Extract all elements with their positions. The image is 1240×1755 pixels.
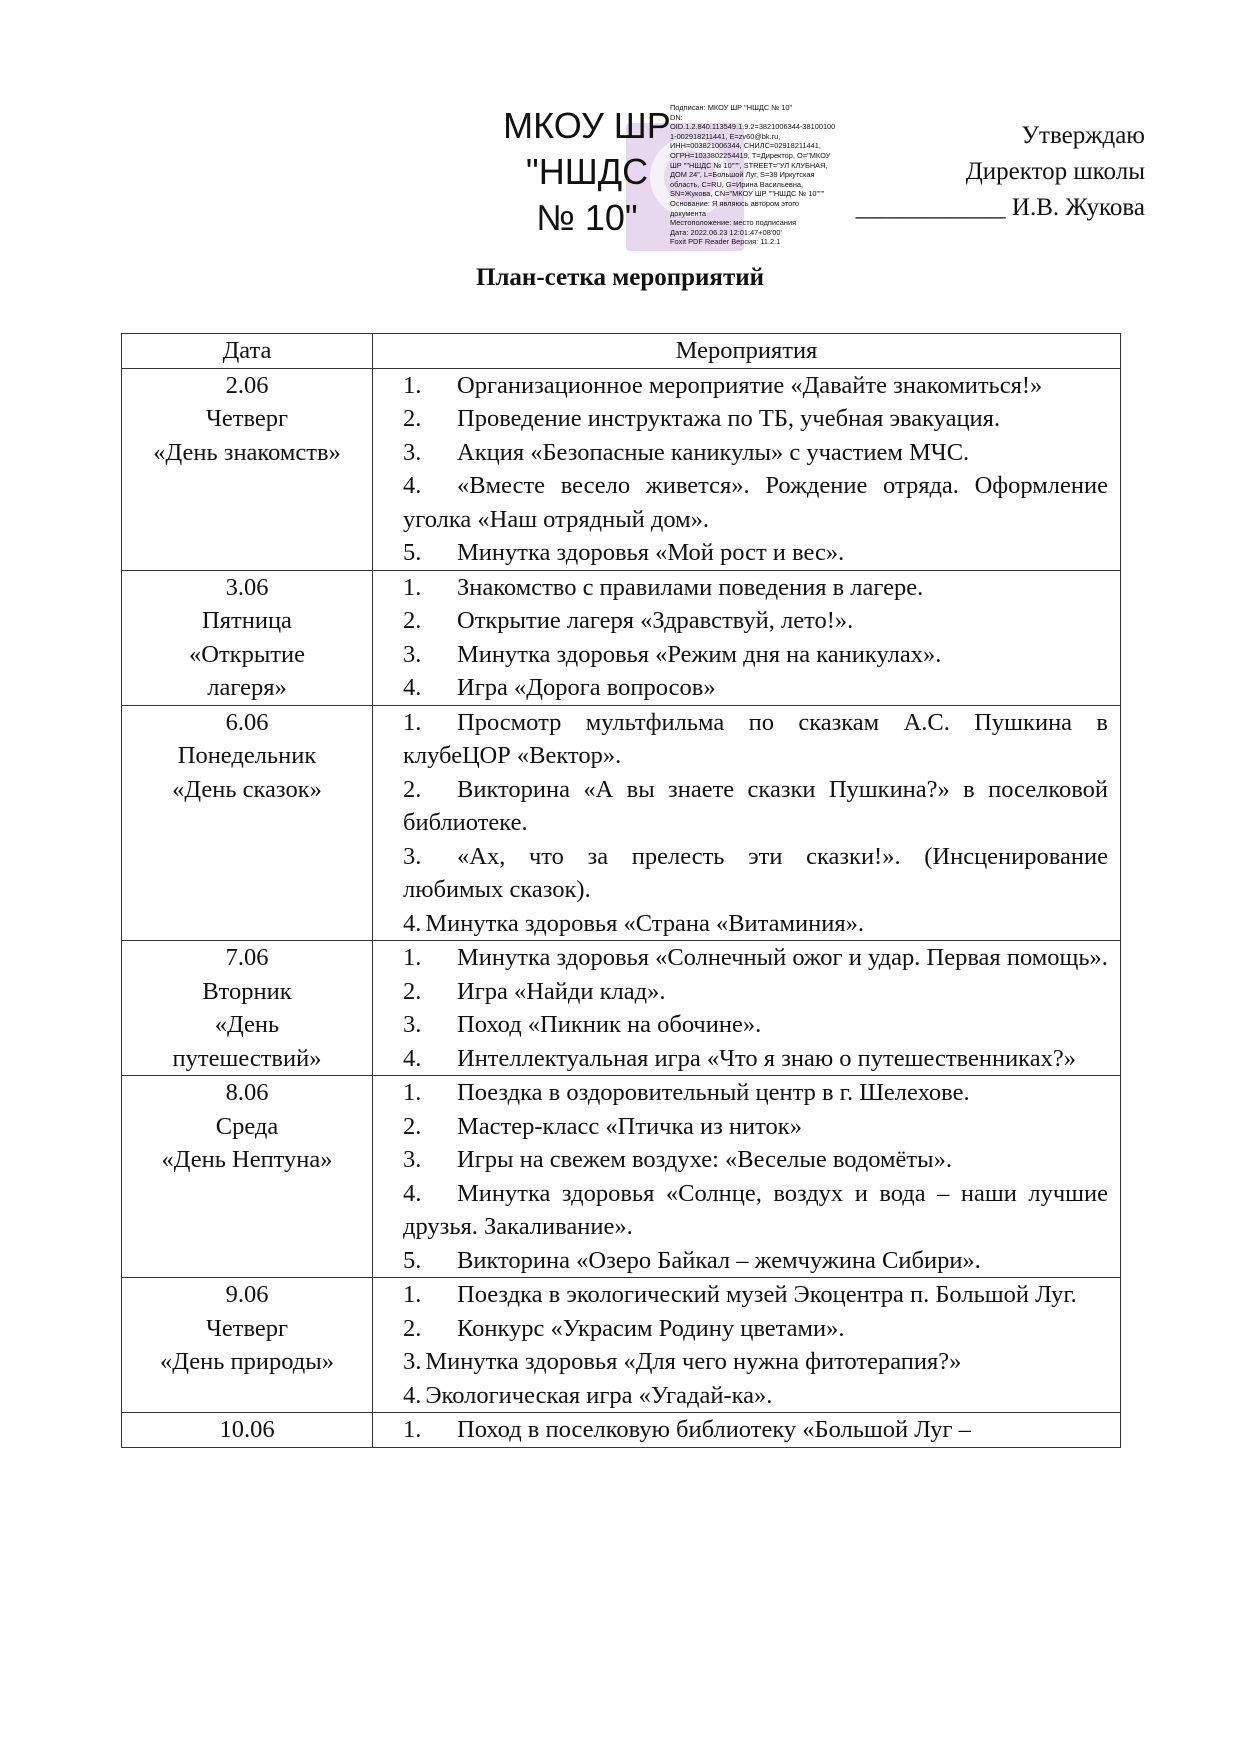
table-row (122, 941, 1121, 1076)
event-number: 5. (403, 1246, 422, 1274)
event-text: Поездка в оздоровительный центр в г. Шелехове. (457, 1079, 970, 1106)
table-row (122, 1413, 1121, 1448)
event-text: Организационное мероприятие «Давайте знакомиться!» (457, 371, 1043, 399)
event-number: 2. (403, 405, 422, 432)
event-text: Знакомство с правилами поведения в лагере. (457, 573, 924, 601)
signature-org-name-line: МКОУ ШР (503, 105, 671, 146)
event-item (403, 706, 1108, 773)
event-item (403, 671, 1108, 705)
event-text: Минутка здоровья «Мой рост и вес». (457, 539, 845, 566)
date-cell (122, 1076, 373, 1278)
date-line: Четверг (205, 1314, 289, 1342)
event-text: «Вместе весело живется». Рождение отряда. Оформление уголка «Наш отрядный дом». (403, 472, 1108, 533)
event-text: Просмотр мультфильма по сказкам А.С. Пушкина в клубеЦОР «Вектор». (403, 708, 1108, 769)
event-item (403, 1076, 1108, 1110)
event-item (403, 1379, 1108, 1413)
event-number: 4. (403, 1381, 422, 1409)
event-item (403, 941, 1108, 975)
event-number: 1. (403, 944, 422, 971)
sign-underline: ____________ (855, 194, 1006, 221)
event-text: Минутка здоровья «Солнце, воздух и вода – наши лучшие друзья. Закаливание». (403, 1179, 1108, 1240)
signature-block (478, 103, 838, 251)
date-line: «День природы» (160, 1348, 334, 1375)
event-text: Проведение инструктажа по ТБ, учебная эвакуация. (457, 405, 1001, 432)
event-number: 1. (403, 1079, 422, 1106)
date-cell (122, 368, 373, 570)
event-number: 2. (403, 607, 422, 634)
date-cell (122, 1413, 373, 1448)
table-row (122, 368, 1121, 570)
approval-position: Директор школы (965, 158, 1145, 185)
date-line: 3.06 (225, 573, 269, 601)
event-text: Конкурс «Украсим Родину цветами». (457, 1314, 845, 1342)
event-number: 5. (403, 539, 422, 566)
table-header-row (122, 334, 1121, 369)
date-cell (122, 941, 373, 1076)
event-text: Поход «Пикник на обочине». (457, 1011, 762, 1038)
event-item (403, 469, 1108, 536)
event-item (403, 840, 1108, 907)
approval-heading: Утверждаю (1021, 122, 1145, 149)
event-text: Викторина «А вы знаете сказки Пушкина?» в поселковой библиотеке. (403, 775, 1108, 836)
signature-details: Подписан: МКОУ ШР "НШДС № 10" DN: OID.1.2.840.113549.1.9.2=3821006344-38100100 1-002918211441, E=zv60@bk.ru, ИНН=003821006344, СНИЛС=02918211441, ОГРН=1033802254419, T=Директор, O="МКОУ ШР ""НШДС № 10""", STREET="УЛ КЛУБНАЯ, ДОМ 24", L=Большой Луг, S=38 Иркутская область, C=RU, G=Ирина Васильевна, SN=Жукова, CN="МКОУ ШР ""НШДС № 10""" Основание: Я являюсь автором этого документа Местоположение: место подписания Дата: 2022.06.23 12:01:47+08'00' Foxit PDF Reader Версия: 11.2.1 (670, 103, 836, 247)
event-text: «Ах, что за прелесть эти сказки!». (Инсценирование любимых сказок). (403, 842, 1108, 903)
event-item (403, 1312, 1108, 1346)
events-cell (373, 705, 1121, 941)
approval-signer: И.В. Жукова (1011, 194, 1145, 221)
event-item (403, 907, 1108, 941)
signature-org-name-line: "НШДС (525, 151, 649, 192)
event-number: 3. (403, 842, 422, 870)
event-item (403, 571, 1108, 605)
event-item (403, 436, 1108, 470)
event-number: 1. (403, 573, 422, 601)
event-item (403, 369, 1108, 403)
date-line: Среда (215, 1112, 279, 1140)
page-title: План-сетка мероприятий (475, 264, 765, 291)
event-item (403, 1278, 1108, 1312)
event-text: Экологическая игра «Угадай-ка». (425, 1381, 773, 1409)
event-item (403, 1008, 1108, 1042)
event-text: Минутка здоровья «Для чего нужна фитотерапия?» (425, 1348, 962, 1375)
event-item (403, 1244, 1108, 1278)
event-number: 4. (403, 674, 422, 701)
event-text: Игра «Найди клад». (457, 977, 666, 1005)
date-line: 9.06 (225, 1281, 269, 1308)
event-number: 4. (403, 909, 422, 937)
date-line: 2.06 (225, 371, 269, 399)
event-number: 4. (403, 472, 422, 499)
event-number: 1. (403, 708, 422, 736)
event-item (403, 402, 1108, 436)
date-line: «Открытие (189, 640, 305, 668)
event-item (403, 975, 1108, 1009)
event-text: Минутка здоровья «Режим дня на каникулах». (457, 640, 942, 668)
date-line: лагеря» (207, 674, 287, 701)
event-number: 3. (403, 1011, 422, 1038)
event-number: 2. (403, 1314, 422, 1342)
event-number: 2. (403, 775, 422, 803)
event-item (403, 1143, 1108, 1177)
event-text: Акция «Безопасные каникулы» с участием МЧС. (457, 438, 970, 466)
events-cell (373, 1076, 1121, 1278)
event-text: Игры на свежем воздухе: «Веселые водомёты». (457, 1146, 952, 1173)
events-cell (373, 1413, 1121, 1448)
approval-block (856, 118, 1145, 226)
event-number: 3. (403, 1146, 422, 1173)
event-number: 3. (403, 640, 422, 668)
date-line: Вторник (202, 977, 292, 1005)
date-line: «День знакомств» (153, 438, 341, 466)
date-line: путешествий» (172, 1044, 322, 1072)
event-number: 1. (403, 1281, 422, 1308)
event-number: 2. (403, 977, 422, 1005)
event-text: Открытие лагеря «Здравствуй, лето!». (457, 607, 854, 634)
events-cell (373, 368, 1121, 570)
event-text: Минутка здоровья «Страна «Витаминия». (425, 909, 865, 937)
event-text: Поездка в экологический музей Экоцентра п. Большой Луг. (457, 1281, 1077, 1308)
signature-org-name (478, 103, 696, 241)
date-line: 6.06 (225, 708, 269, 736)
table-row (122, 705, 1121, 941)
event-item (403, 604, 1108, 638)
events-table (121, 333, 1121, 1448)
event-text: Мастер-класс «Птичка из ниток» (457, 1112, 802, 1140)
date-line: Понедельник (177, 742, 317, 769)
date-cell (122, 570, 373, 705)
date-line: 7.06 (225, 944, 269, 971)
event-number: 3. (403, 1348, 422, 1375)
event-item (403, 1413, 1108, 1447)
events-cell (373, 570, 1121, 705)
date-line: «День (214, 1011, 280, 1038)
event-item (403, 1042, 1108, 1076)
date-cell (122, 1278, 373, 1413)
date-line: 8.06 (225, 1079, 269, 1106)
event-number: 3. (403, 438, 422, 466)
event-text: Минутка здоровья «Солнечный ожог и удар. Первая помощь». (457, 944, 1108, 971)
date-line: Четверг (205, 405, 289, 432)
event-number: 4. (403, 1179, 422, 1207)
approval-signature-line (856, 190, 1145, 226)
date-line: «День Нептуна» (161, 1146, 333, 1173)
table-row (122, 1278, 1121, 1413)
event-text: Интеллектуальная игра «Что я знаю о путешественниках?» (457, 1044, 1076, 1072)
event-item (403, 638, 1108, 672)
events-cell (373, 1278, 1121, 1413)
event-number: 4. (403, 1044, 422, 1072)
event-number: 1. (403, 1416, 422, 1443)
date-line: 10.06 (219, 1416, 275, 1443)
date-cell (122, 705, 373, 941)
date-line: «День сказок» (172, 775, 322, 803)
event-text: Игра «Дорога вопросов» (457, 674, 716, 701)
event-item (403, 1345, 1108, 1379)
events-cell (373, 941, 1121, 1076)
table-row (122, 1076, 1121, 1278)
table-row (122, 570, 1121, 705)
event-item (403, 536, 1108, 570)
event-text: Поход в поселковую библиотеку «Большой Луг – (457, 1416, 971, 1443)
header-date: Дата (122, 334, 373, 369)
header-events: Мероприятия (373, 334, 1121, 369)
event-item (403, 773, 1108, 840)
event-number: 1. (403, 371, 422, 399)
date-line: Пятница (202, 607, 292, 634)
event-item (403, 1177, 1108, 1244)
event-item (403, 1110, 1108, 1144)
signature-org-name-line: № 10" (536, 197, 638, 238)
event-text: Викторина «Озеро Байкал – жемчужина Сибири». (457, 1246, 981, 1274)
event-number: 2. (403, 1112, 422, 1140)
